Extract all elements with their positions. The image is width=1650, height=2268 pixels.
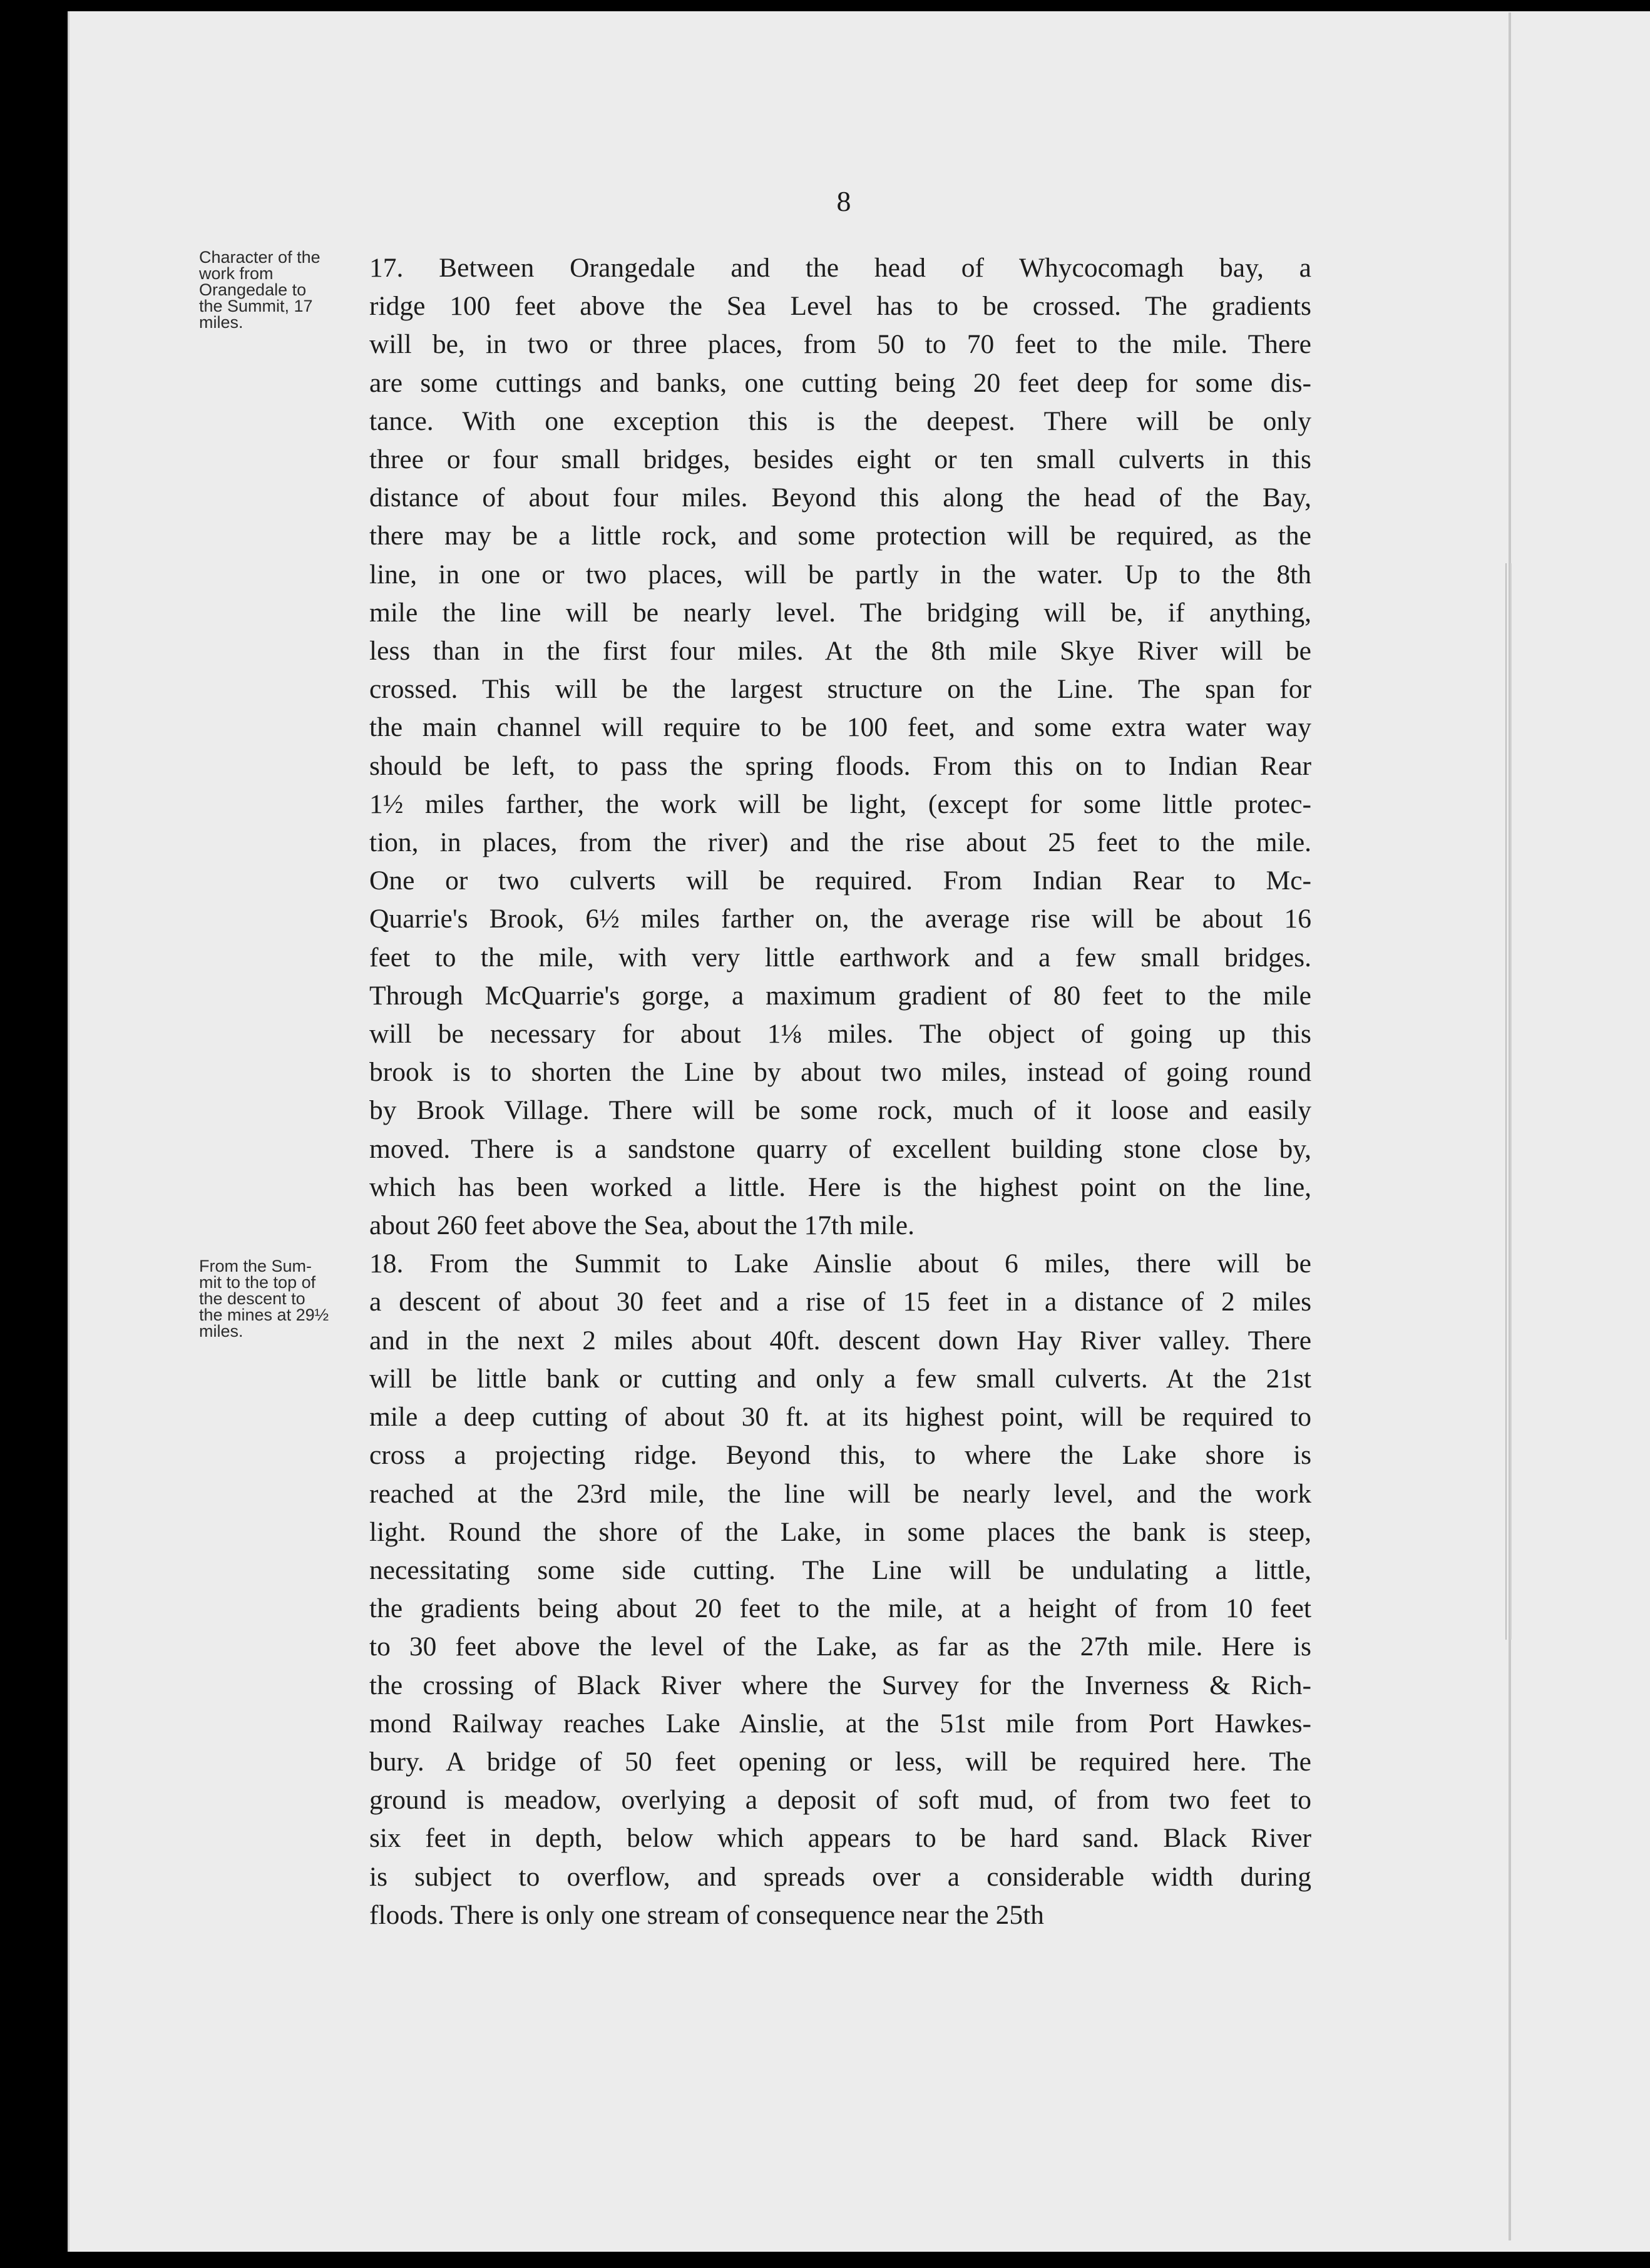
text-line: Quarrie's Brook, 6½ miles farther on, the average rise will be about 16 [369,904,1311,934]
body-text [369,249,1311,1934]
text-line: three or four small bridges, besides eight or ten small culverts in this [369,444,1311,475]
text-line: a descent of about 30 feet and a rise of 15 feet in a distance of 2 miles [369,1287,1311,1317]
text-line: 18. From the Summit to Lake Ainslie about 6 miles, there will be [369,1249,1311,1279]
text-line: crossed. This will be the largest structure on the Line. The span for [369,674,1311,705]
text-line: tance. With one exception this is the deepest. There will be only [369,406,1311,436]
sidenote-line: miles. [199,1322,243,1341]
text-line: 17. Between Orangedale and the head of Whycocomagh bay, a [369,253,1311,283]
page-number: 8 [836,185,851,217]
text-line: will be necessary for about 1⅛ miles. The object of going up this [369,1019,1311,1050]
sidenote-line: miles. [199,313,243,332]
sidenote-line: mit to the top of [199,1273,316,1292]
text-line: will be little bank or cutting and only a few small culverts. At the 21st [369,1363,1311,1394]
text-line: feet to the mile, with very little earthwork and a few small bridges. [369,942,1311,973]
text-line: there may be a little rock, and some protection will be required, as the [369,521,1311,551]
sidenote-line: work from [199,264,274,283]
sidenote-line: From the Sum- [199,1257,312,1275]
text-line: necessitating some side cutting. The Line will be undulating a little, [369,1555,1311,1585]
text-line: mond Railway reaches Lake Ainslie, at the 51st mile from Port Hawkes- [369,1708,1311,1739]
sidenote-line: the Summit, 17 [199,297,313,315]
text-line: ridge 100 feet above the Sea Level has to be crossed. The gradients [369,291,1311,322]
text-line: bury. A bridge of 50 feet opening or less, will be required here. The [369,1746,1311,1777]
text-line: should be left, to pass the spring floods. From this on to Indian Rear [369,750,1311,781]
text-line: which has been worked a little. Here is the highest point on the line, [369,1172,1311,1202]
text-line: by Brook Village. There will be some rock, much of it loose and easily [369,1095,1311,1126]
text-line: the main channel will require to be 100 feet, and some extra water way [369,712,1311,743]
text-line: mile the line will be nearly level. The bridging will be, if anything, [369,597,1311,628]
text-line: the gradients being about 20 feet to the mile, at a height of from 10 feet [369,1593,1311,1624]
sidenote-line: the mines at 29½ [199,1305,329,1324]
text-line: cross a projecting ridge. Beyond this, to where the Lake shore is [369,1440,1311,1471]
text-line: to 30 feet above the level of the Lake, as far as the 27th mile. Here is [369,1632,1311,1662]
text-line: 1½ miles farther, the work will be light, (except for some little protec- [369,789,1311,819]
text-line: line, in one or two places, will be partly in the water. Up to the 8th [369,559,1311,590]
text-line: moved. There is a sandstone quarry of excellent building stone close by, [369,1133,1311,1164]
text-line: will be, in two or three places, from 50 to 70 feet to the mile. There [369,329,1311,360]
text-line: six feet in depth, below which appears to be hard sand. Black River [369,1823,1311,1854]
text-line: the crossing of Black River where the Survey for the Inverness & Rich- [369,1670,1311,1700]
text-line: brook is to shorten the Line by about two miles, instead of going round [369,1057,1311,1088]
text-line: mile a deep cutting of about 30 ft. at its highest point, will be required to [369,1402,1311,1433]
text-line: distance of about four miles. Beyond this along the head of the Bay, [369,483,1311,513]
text-line: light. Round the shore of the Lake, in some places the bank is steep, [369,1516,1311,1547]
fold-line [1505,563,1512,1640]
text-line: about 260 feet above the Sea, about the 17th mile. [369,1210,915,1241]
text-line: and in the next 2 miles about 40ft. descent down Hay River valley. There [369,1325,1311,1356]
text-line: is subject to overflow, and spreads over a considerable width during [369,1861,1311,1892]
text-line: ground is meadow, overlying a deposit of soft mud, of from two feet to [369,1785,1311,1816]
text-line: are some cuttings and banks, one cutting being 20 feet deep for some dis- [369,367,1311,398]
text-line: less than in the first four miles. At the 8th mile Skye River will be [369,636,1311,667]
sidenote-line: the descent to [199,1289,305,1308]
text-line: One or two culverts will be required. From Indian Rear to Mc- [369,866,1311,896]
sidenote-line: Character of the [199,248,320,267]
text-line: reached at the 23rd mile, the line will be nearly level, and the work [369,1478,1311,1509]
sidenote-line: Orangedale to [199,280,307,299]
text-line: floods. There is only one stream of consequence near the 25th [369,1899,1044,1930]
text-line: Through McQuarrie's gorge, a maximum gradient of 80 feet to the mile [369,980,1311,1011]
sidenote-orangedale [199,249,362,330]
text-line: tion, in places, from the river) and the rise about 25 feet to the mile. [369,827,1311,858]
sidenote-summit [199,1258,362,1339]
